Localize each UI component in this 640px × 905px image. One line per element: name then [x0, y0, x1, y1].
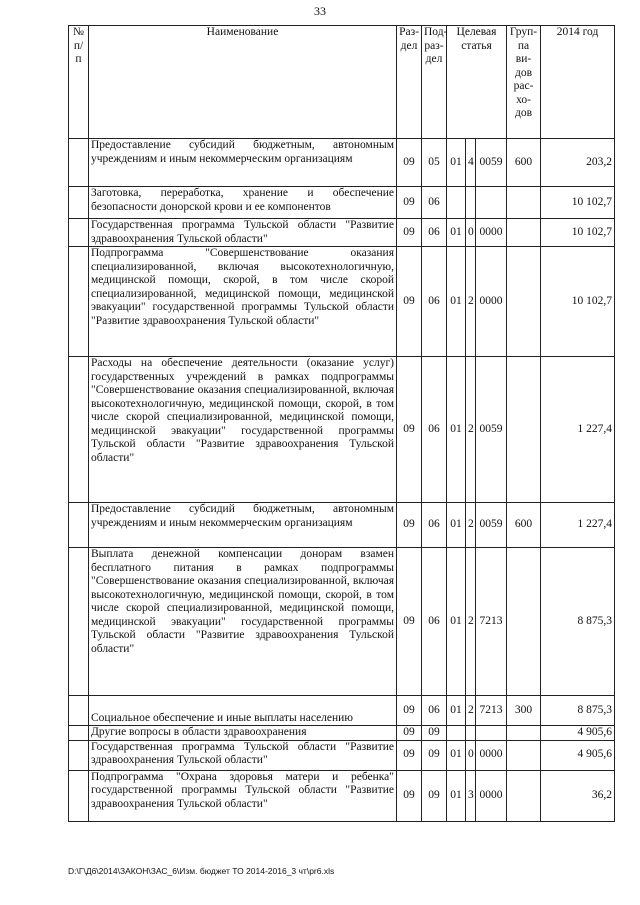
header-name: Наименование — [89, 26, 397, 139]
row-target-program: 01 — [447, 357, 466, 503]
row-number — [69, 247, 89, 357]
table-row — [69, 187, 615, 219]
row-section: 09 — [397, 548, 422, 696]
row-name: Государственная программа Тульской области "Развитие здравоохранения Тульской области" — [89, 740, 397, 770]
row-subsection: 09 — [422, 740, 447, 770]
row-name: Государственная программа Тульской области "Развитие здравоохранения Тульской области" — [89, 219, 397, 247]
row-number — [69, 726, 89, 741]
row-name: Другие вопросы в области здравоохранения — [89, 726, 397, 741]
row-target-direction: 0059 — [476, 357, 507, 503]
row-number — [69, 696, 89, 726]
row-section: 09 — [397, 357, 422, 503]
row-number — [69, 770, 89, 821]
row-target-program: 01 — [447, 219, 466, 247]
row-name: Расходы на обеспечение деятельности (оказание услуг) государственных учреждений в рамках подпрограммы "Совершенствование оказания специализированной, включая высокотехнологичную, медицинской помощи, скорой, в том числе скорой специализированной, медицинской помощи, медицинской эвакуации" государственной программы Тульской области "Развитие здравоохранения Тульской области" — [89, 357, 397, 503]
row-target-subprogram: 0 — [466, 219, 476, 247]
row-expense-group — [507, 247, 541, 357]
row-section: 09 — [397, 503, 422, 548]
table-row — [69, 726, 615, 741]
row-expense-group — [507, 357, 541, 503]
row-target-direction: 0000 — [476, 740, 507, 770]
row-section: 09 — [397, 247, 422, 357]
header-num: № п/ п — [69, 26, 89, 139]
row-subsection: 06 — [422, 696, 447, 726]
row-target-direction: 0000 — [476, 247, 507, 357]
page-number: 33 — [314, 4, 326, 18]
row-target-subprogram: 2 — [466, 357, 476, 503]
row-expense-group — [507, 770, 541, 821]
row-target-program — [447, 726, 466, 741]
row-section: 09 — [397, 219, 422, 247]
table-row — [69, 770, 615, 821]
row-amount: 36,2 — [541, 770, 615, 821]
row-target-program: 01 — [447, 139, 466, 187]
header-row — [69, 26, 615, 139]
row-subsection: 06 — [422, 357, 447, 503]
row-subsection: 06 — [422, 503, 447, 548]
table-row — [69, 357, 615, 503]
row-expense-group — [507, 187, 541, 219]
row-amount: 8 875,3 — [541, 696, 615, 726]
row-subsection: 05 — [422, 139, 447, 187]
row-expense-group: 300 — [507, 696, 541, 726]
row-target-subprogram: 0 — [466, 740, 476, 770]
row-expense-group — [507, 548, 541, 696]
row-target-program: 01 — [447, 696, 466, 726]
row-section: 09 — [397, 187, 422, 219]
row-expense-group — [507, 219, 541, 247]
table-row — [69, 247, 615, 357]
row-target-direction — [476, 726, 507, 741]
row-target-direction: 0000 — [476, 219, 507, 247]
header-subsection: Под- раз- дел — [422, 26, 447, 139]
row-section: 09 — [397, 139, 422, 187]
row-subsection: 09 — [422, 726, 447, 741]
row-amount: 4 905,6 — [541, 740, 615, 770]
row-subsection: 06 — [422, 247, 447, 357]
row-target-subprogram: 4 — [466, 139, 476, 187]
row-target-program: 01 — [447, 548, 466, 696]
row-name: Выплата денежной компенсации донорам взамен бесплатного питания в рамках подпрограммы "Совершенствование оказания специализированной, включая высокотехнологичную, медицинской помощи, скорой, в том числе скорой специализированной, медицинской помощи, медицинской эвакуации" государственной программы Тульской области "Развитие здравоохранения Тульской области" — [89, 548, 397, 696]
row-number — [69, 139, 89, 187]
row-amount: 8 875,3 — [541, 548, 615, 696]
row-subsection: 06 — [422, 187, 447, 219]
row-target-program: 01 — [447, 503, 466, 548]
row-section: 09 — [397, 696, 422, 726]
row-expense-group: 600 — [507, 139, 541, 187]
file-path-footer: D:\Г\Д6\2014\ЗАКОН\ЗАС_6\Изм. бюджет ТО 2014-2016_3 чт\pr6.xls — [68, 866, 335, 876]
table-row — [69, 219, 615, 247]
row-amount: 10 102,7 — [541, 247, 615, 357]
row-target-direction: 7213 — [476, 548, 507, 696]
row-subsection: 06 — [422, 548, 447, 696]
row-section: 09 — [397, 740, 422, 770]
row-name: Социальное обеспечение и иные выплаты населению — [89, 696, 397, 726]
row-number — [69, 503, 89, 548]
row-target-program: 01 — [447, 770, 466, 821]
row-target-direction — [476, 187, 507, 219]
row-target-subprogram: 2 — [466, 503, 476, 548]
row-target-program — [447, 187, 466, 219]
row-number — [69, 740, 89, 770]
row-target-subprogram: 2 — [466, 247, 476, 357]
row-target-subprogram: 2 — [466, 548, 476, 696]
row-target-program: 01 — [447, 247, 466, 357]
header-year: 2014 год — [541, 26, 615, 139]
row-target-subprogram — [466, 726, 476, 741]
row-number — [69, 219, 89, 247]
table-row — [69, 139, 615, 187]
row-amount: 203,2 — [541, 139, 615, 187]
row-amount: 1 227,4 — [541, 357, 615, 503]
row-subsection: 06 — [422, 219, 447, 247]
row-target-subprogram: 3 — [466, 770, 476, 821]
row-name: Подпрограмма "Совершенствование оказания специализированной, включая высокотехнологичную, медицинской помощи, скорой, в том числе скорой специализированной, медицинской помощи, медицинской эвакуации" государственной программы Тульской области "Развитие здравоохранения Тульской области" — [89, 247, 397, 357]
row-number — [69, 187, 89, 219]
table-row — [69, 503, 615, 548]
row-target-subprogram — [466, 187, 476, 219]
row-target-direction: 0000 — [476, 770, 507, 821]
row-number — [69, 548, 89, 696]
header-expense-group: Груп- па ви- дов рас- хо- дов — [507, 26, 541, 139]
row-expense-group: 600 — [507, 503, 541, 548]
row-target-direction: 7213 — [476, 696, 507, 726]
row-name: Подпрограмма "Охрана здоровья матери и ребенка" государственной программы Тульской области "Развитие здравоохранения Тульской области" — [89, 770, 397, 821]
table-row — [69, 548, 615, 696]
header-target: Целевая статья — [447, 26, 507, 139]
header-section: Раз- дел — [397, 26, 422, 139]
row-target-program: 01 — [447, 740, 466, 770]
row-name: Заготовка, переработка, хранение и обеспечение безопасности донорской крови и ее компонентов — [89, 187, 397, 219]
row-target-direction: 0059 — [476, 139, 507, 187]
row-name: Предоставление субсидий бюджетным, автономным учреждениям и иным некоммерческим организациям — [89, 139, 397, 187]
row-amount: 1 227,4 — [541, 503, 615, 548]
row-amount: 10 102,7 — [541, 187, 615, 219]
row-subsection: 09 — [422, 770, 447, 821]
row-section: 09 — [397, 726, 422, 741]
row-amount: 4 905,6 — [541, 726, 615, 741]
table-row — [69, 740, 615, 770]
row-target-direction: 0059 — [476, 503, 507, 548]
row-number — [69, 357, 89, 503]
row-expense-group — [507, 740, 541, 770]
row-section: 09 — [397, 770, 422, 821]
table-row — [69, 696, 615, 726]
row-expense-group — [507, 726, 541, 741]
row-name: Предоставление субсидий бюджетным, автономным учреждениям и иным некоммерческим организациям — [89, 503, 397, 548]
budget-table — [68, 25, 615, 822]
row-amount: 10 102,7 — [541, 219, 615, 247]
row-target-subprogram: 2 — [466, 696, 476, 726]
